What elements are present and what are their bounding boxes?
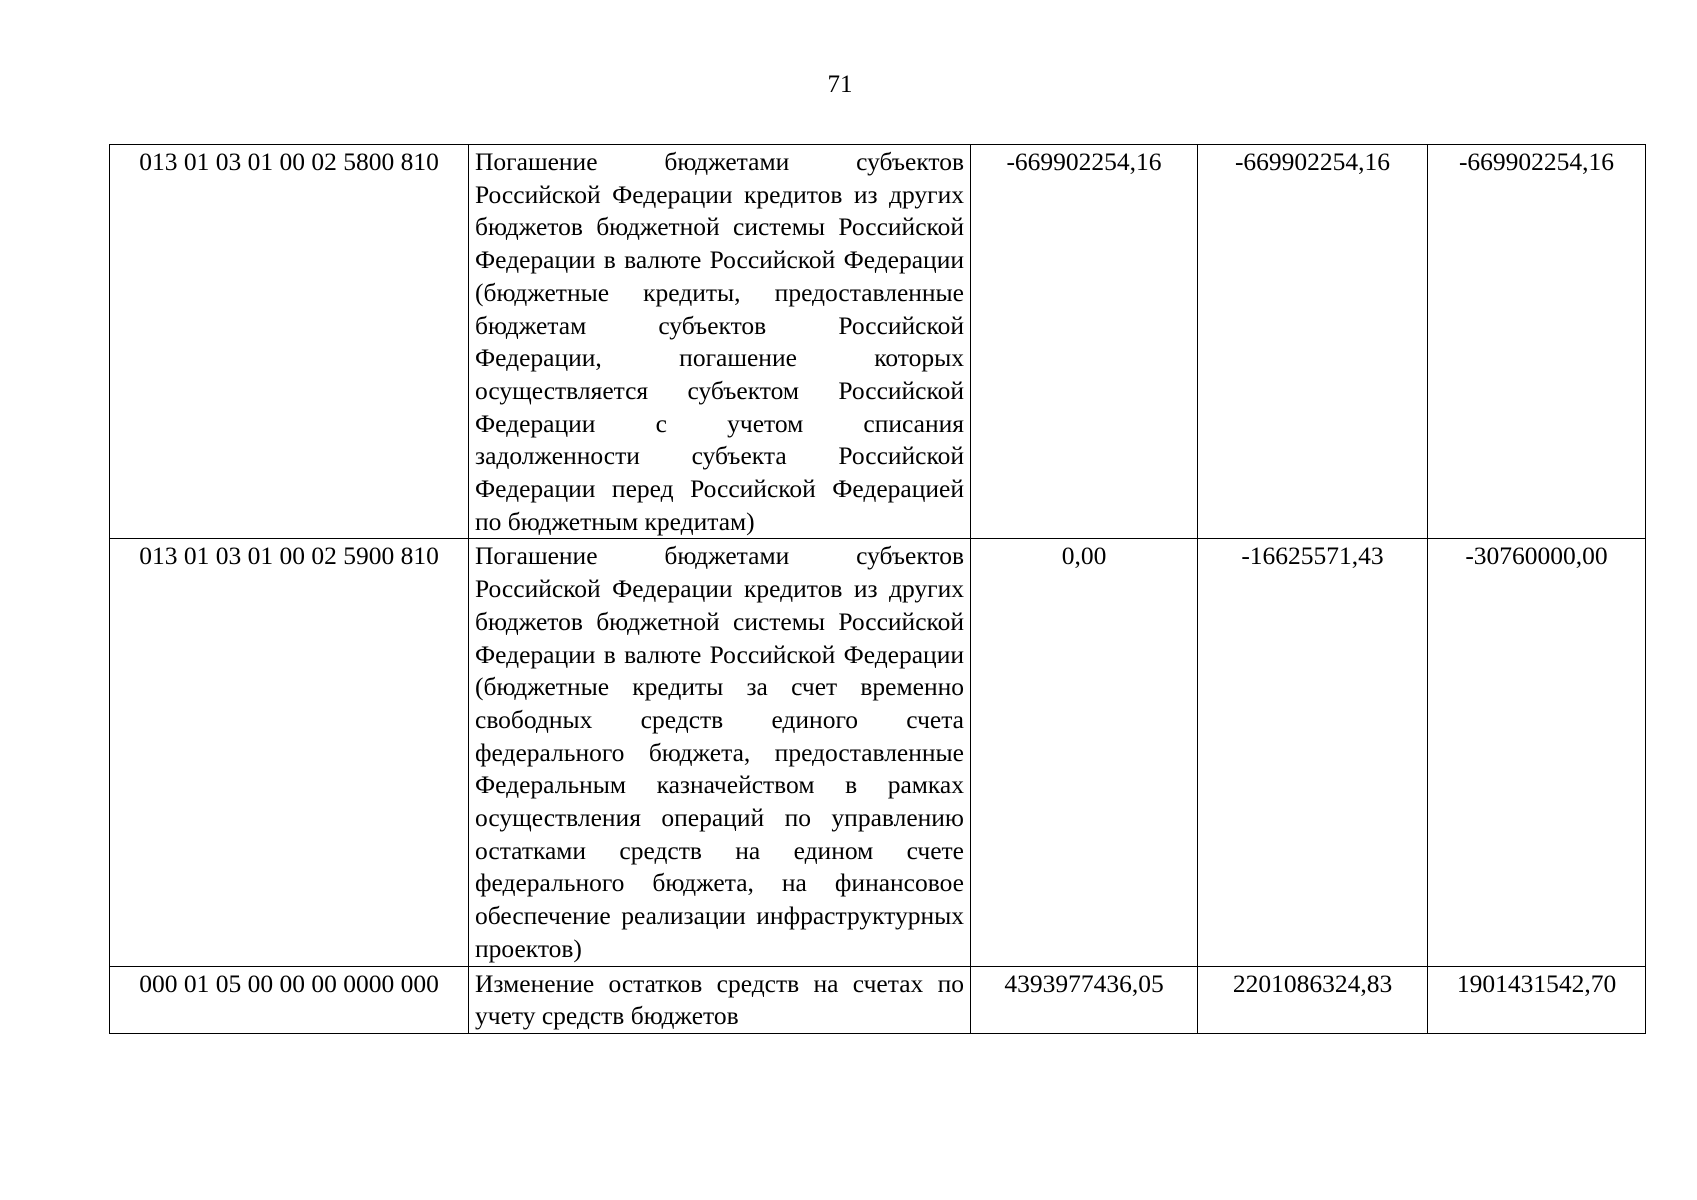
amount-year-1: 4393977436,05: [971, 966, 1198, 1033]
source-name: Погашение бюджетами субъектов Российской Федерации кредитов из других бюджетов бюджетной системы Российской Федерации в валюте Российской Федерации (бюджетные кредиты, предоставленные бюджетам субъектов Российской Федерации, погашение которых осуществляется субъектом Российской Федерации с учетом списания задолженности субъекта Российской Федерации перед Российской Федерацией по бюджетным кредитам): [469, 145, 971, 539]
budget-classification-code: 013 01 03 01 00 02 5900 810: [110, 539, 469, 966]
amount-year-3: -669902254,16: [1428, 145, 1646, 539]
table-row: [110, 145, 1646, 539]
amount-year-2: 2201086324,83: [1198, 966, 1428, 1033]
amount-year-1: 0,00: [971, 539, 1198, 966]
table-row: [110, 539, 1646, 966]
budget-classification-code: 013 01 03 01 00 02 5800 810: [110, 145, 469, 539]
budget-classification-code: 000 01 05 00 00 00 0000 000: [110, 966, 469, 1033]
amount-year-3: 1901431542,70: [1428, 966, 1646, 1033]
page-number: 71: [827, 71, 853, 98]
amount-year-1: -669902254,16: [971, 145, 1198, 539]
amount-year-2: -16625571,43: [1198, 539, 1428, 966]
table-row: [110, 966, 1646, 1033]
amount-year-3: -30760000,00: [1428, 539, 1646, 966]
source-name: Изменение остатков средств на счетах по учету средств бюджетов: [469, 966, 971, 1033]
source-name: Погашение бюджетами субъектов Российской Федерации кредитов из других бюджетов бюджетной системы Российской Федерации в валюте Российской Федерации (бюджетные кредиты за счет временно свободных средств единого счета федерального бюджета, предоставленные Федеральным казначейством в рамках осуществления операций по управлению остатками средств на едином счете федерального бюджета, на финансовое обеспечение реализации инфраструктурных проектов): [469, 539, 971, 966]
budget-sources-table: [109, 144, 1646, 1034]
amount-year-2: -669902254,16: [1198, 145, 1428, 539]
